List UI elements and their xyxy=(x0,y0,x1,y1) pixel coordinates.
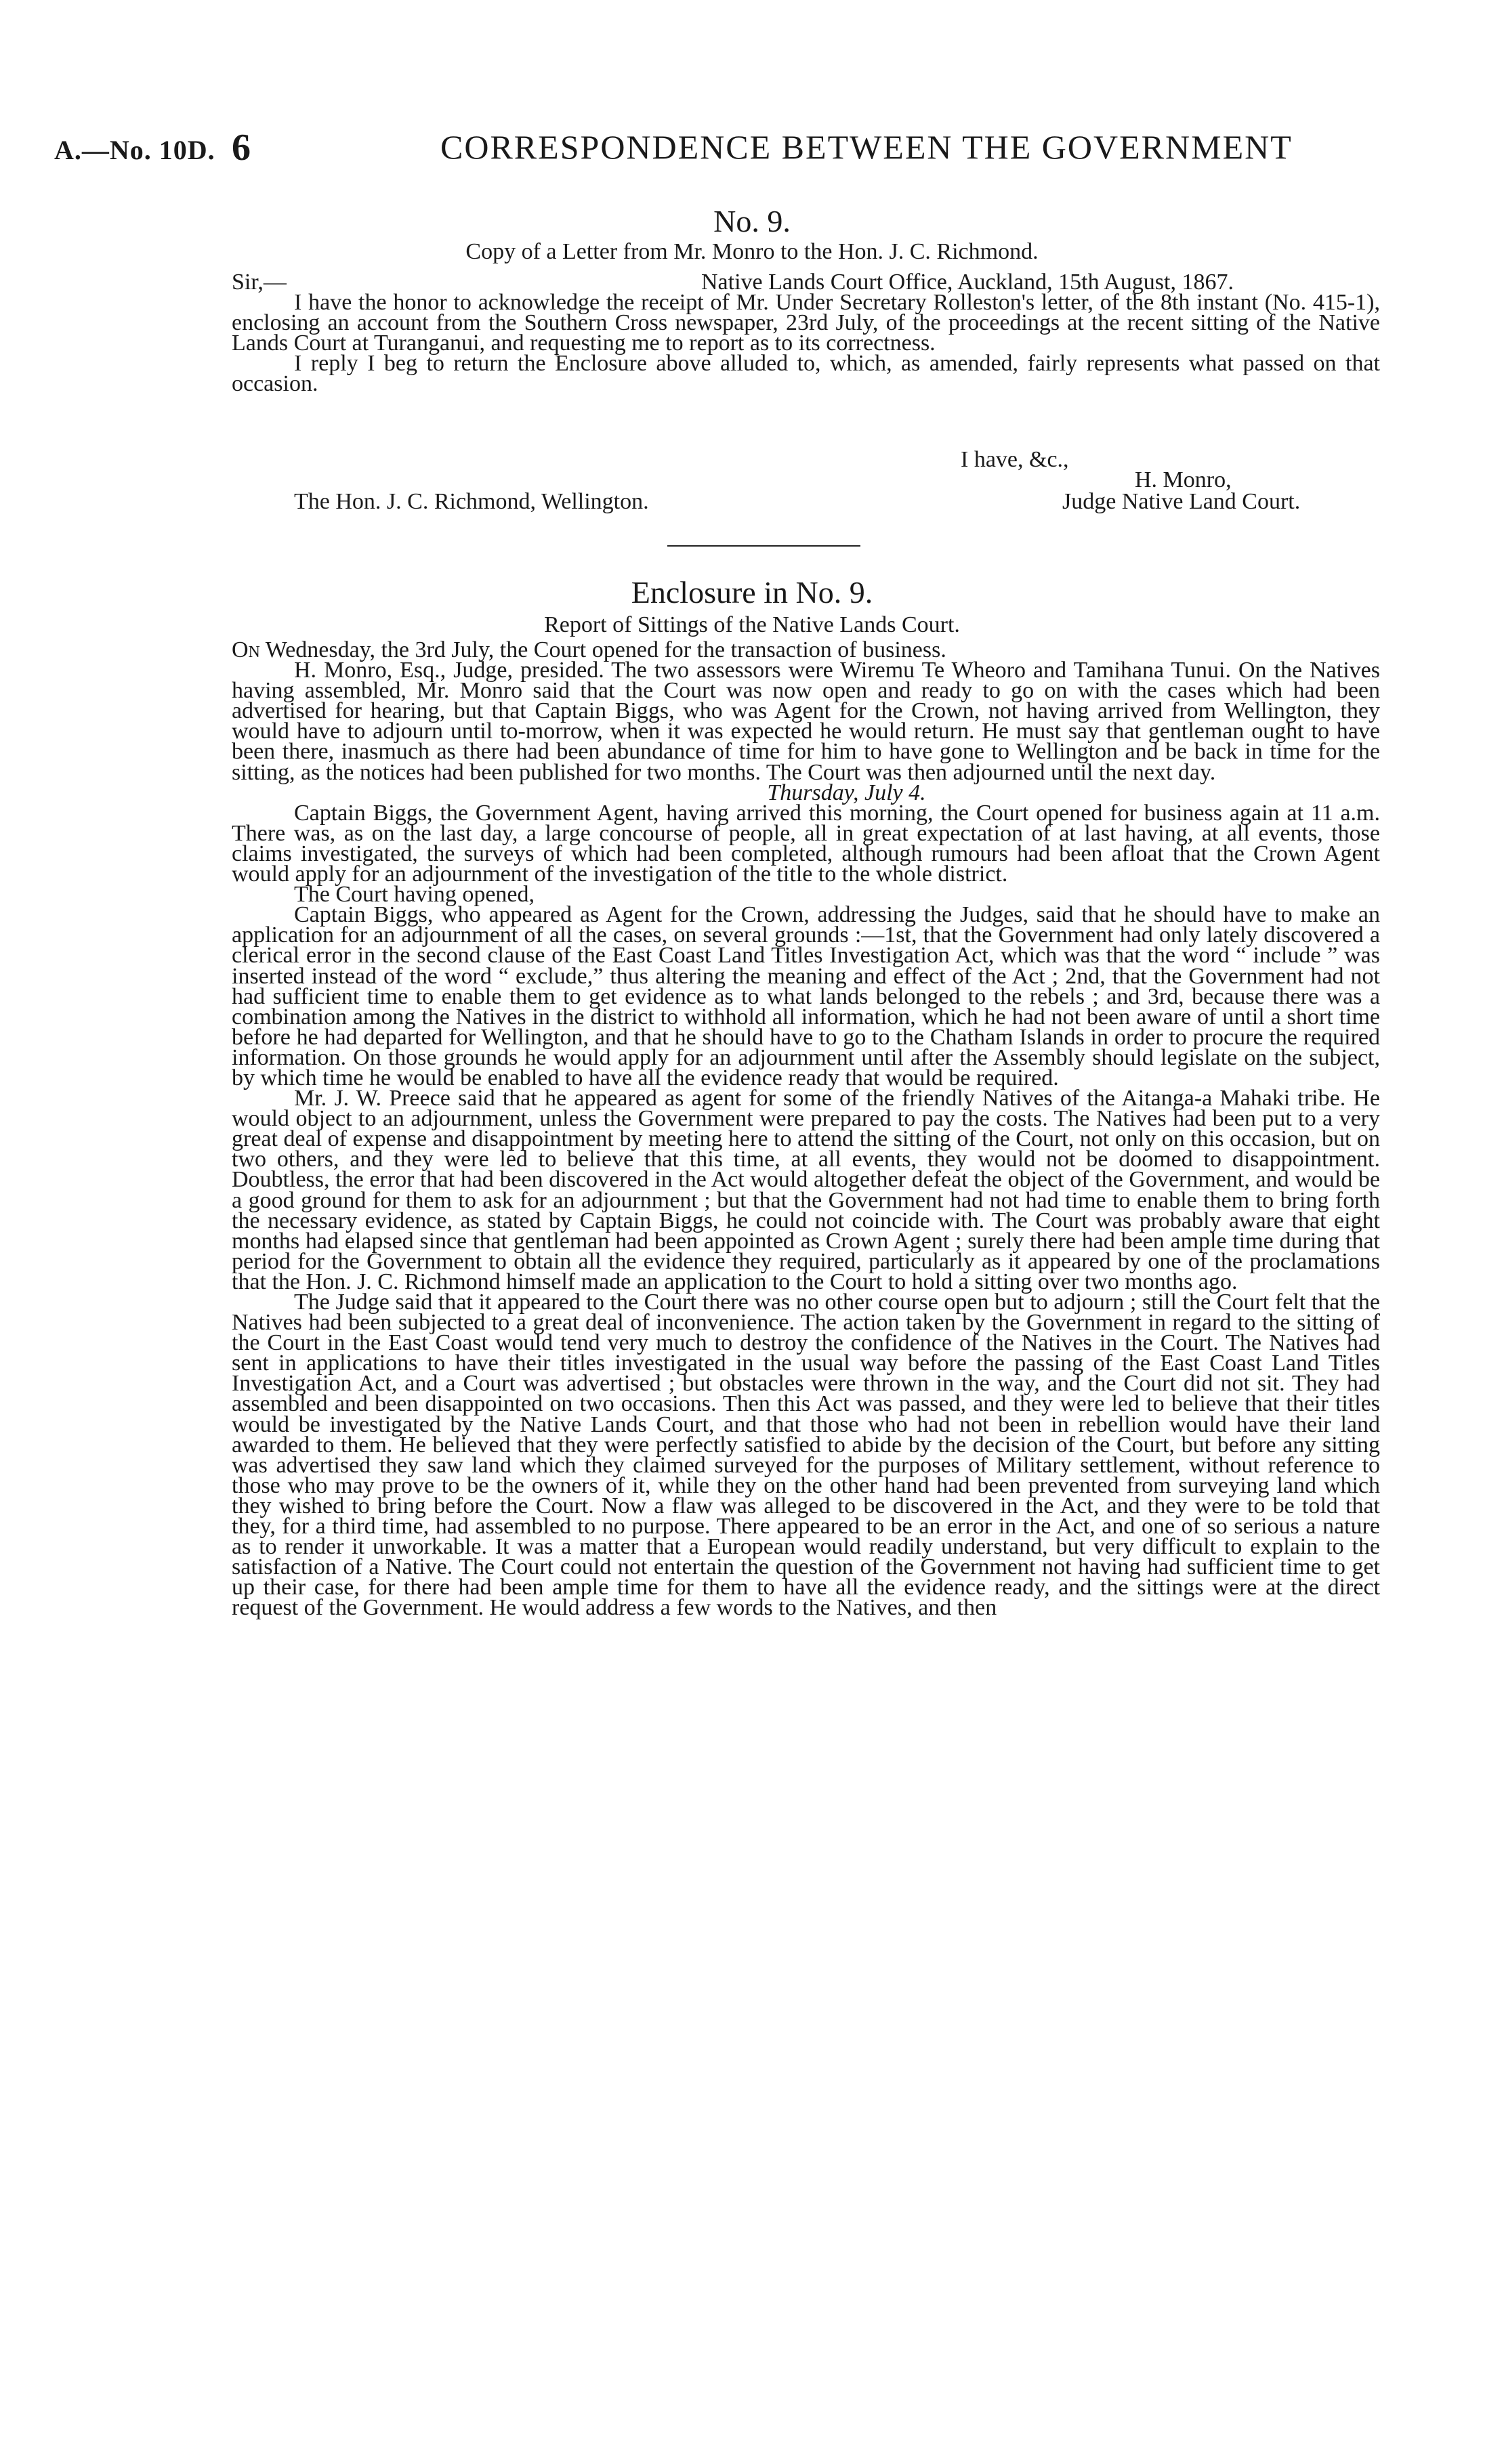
closing: I have, &c., xyxy=(961,447,1069,472)
running-title: CORRESPONDENCE BETWEEN THE GOVERNMENT xyxy=(440,128,1293,166)
enclosure-paragraph: Captain Biggs, the Government Agent, having arrived this morning, the Court opened for business again at 11 a.m. There was, as on the last day, a large concourse of people, all in great expectation of at last having, at all events, those claims investigated, the surveys of which had been completed, although rumours had been afloat that the Crown Agent would apply for an adjournment of the investigation of the title to the whole district. xyxy=(232,800,1380,887)
enclosure-paragraph: H. Monro, Esq., Judge, presided. The two assessors were Wiremu Te Wheoro and Tamihana Tunui. On the Natives having assembled, Mr. Monro said that the Court was now open and ready to go on with the cases which had been advertised for hearing, but that Captain Biggs, who was Agent for the Crown, not having arrived from Wellington, they would have to adjourn until to-morrow, when it was expected he would return. He must say that gentleman ought to have been there, inasmuch as there had been abundance of time for him to have gone to Wellington and be back in time for the sitting, as the notices had been published for two months. The Court was then adjourned until the next day. xyxy=(232,658,1380,785)
page-header xyxy=(54,127,1409,175)
enclosure-paragraph: Captain Biggs, who appeared as Agent for the Crown, addressing the Judges, said that he should have to make an application for an adjournment of all the cases, on several grounds :—1st, that the Government had only lately discovered a clerical error in the second clause of the East Coast Land Titles Investigation Act, which was that the word “ include ” was inserted instead of the word “ exclude,” thus altering the meaning and effect of the Act ; 2nd, that the Government had not had sufficient time to enable them to get evidence as to what lands belonged to the rebels ; and 3rd, because there was a combination among the Natives in the district to withhold all information, which he had not been aware of until a short time before he had departed for Wellington, and that he should have to go to the Chatham Islands in order to procure the required information. On those grounds he would apply for an adjournment until after the Assembly should legislate on the subject, by which time he would be enabled to have all the evidence ready that would be required. xyxy=(232,902,1380,1090)
letter-body xyxy=(232,290,1380,397)
enclosure-paragraph: The Judge said that it appeared to the Court there was no other course open but to adjourn ; still the Court felt that the Natives had been subjected to a great deal of inconvenience. The action taken by the Government in regard to the sitting of the Court in the East Coast would tend very much to destroy the confidence of the Natives in the Court. The Natives had sent in applications to have their titles investigated in the usual way before the passing of the East Coast Land Titles Investigation Act, and a Court was advertised ; but obstacles were thrown in the way, and the Court did not sit. They had assembled and been disappointed on two occasions. Then this Act was passed, and they were led to believe that their titles would be investigated by the Native Lands Court, and that those who had not been in rebellion would have their land awarded to them. He believed that they were perfectly satisfied to abide by the decision of the Court, but before any sitting was advertised they saw land which they claimed surveyed for the purposes of Military settlement, without reference to those who may prove to be the owners of it, while they on the other hand had been prevented from surveying land which they wished to bring before the Court. Now a flaw was alleged to be discovered in the Act, and they were to be told that they, for a third time, had assembled to no purpose. There appeared to be an error in the Act, and one of so serious a nature as to render it unworkable. It was a matter that a European would readily understand, but very difficult to explain to the satisfaction of a Native. The Court could not entertain the question of the Government not having had sufficient time to get up their case, for there had been ample time for them to have all the evidence ready, and the sittings were at the direct request of the Government. He would address a few words to the Natives, and then xyxy=(232,1290,1380,1621)
dateline: Thursday, July 4. xyxy=(767,780,926,805)
letter-paragraph: I have the honor to acknowledge the receipt of Mr. Under Secretary Rolleston's letter, of the 8th instant (No. 415-1), enclosing an account from the Southern Cross newspaper, 23rd July, of the proceedings at the recent sitting of the Native Lands Court at Turanganui, and requesting me to report as to its correctness. xyxy=(232,290,1380,356)
letter-caption: Copy of a Letter from Mr. Monro to the Hon. J. C. Richmond. xyxy=(465,239,1039,264)
enclosure-paragraph: Mr. J. W. Preece said that he appeared as agent for some of the friendly Natives of the Aitanga-a Mahaki tribe. He would object to an adjournment, unless the Government were prepared to pay the costs. The Natives had been put to a very great deal of expense and disappointment by meeting here to attend the sitting of the Court, not only on this occasion, but on two others, and they were led to believe that this time, at all events, they would not be doomed to disappointment. Doubtless, the error that had been discovered in the Act would altogether defeat the object of the Government, and would be a good ground for them to ask for an adjournment ; but that the Government had not had time to enable them to bring forth the necessary evidence, as stated by Captain Biggs, he could not coincide with. The Court was probably aware that eight months had elapsed since that gentleman had been appointed as Crown Agent ; surely there had been ample time during that period for the Government to obtain all the evidence they required, particularly as it appeared by one of the proclamations that the Hon. J. C. Richmond himself made an application to the Court to hold a sitting over two months ago. xyxy=(232,1086,1380,1294)
opening-word: On xyxy=(232,637,260,662)
enclosure-heading: Enclosure in No. 9. xyxy=(631,575,873,610)
enclosure-paragraph: On Wednesday, the 3rd July, the Court opened for the transaction of business. xyxy=(232,637,946,662)
document-reference: A.—No. 10D. xyxy=(54,135,215,165)
signer-title: Judge Native Land Court. xyxy=(1062,489,1301,514)
salutation: Sir,— xyxy=(232,270,287,295)
page-number: 6 xyxy=(232,127,251,169)
letter-number: No. 9. xyxy=(713,204,791,238)
addressee: The Hon. J. C. Richmond, Wellington. xyxy=(294,489,649,514)
section-divider xyxy=(667,545,860,547)
enclosure-paragraph: The Court having opened, xyxy=(294,882,535,908)
enclosure-body xyxy=(232,637,1380,1621)
place-date: Native Lands Court Office, Auckland, 15th August, 1867. xyxy=(701,270,1234,295)
letter-paragraph: I reply I beg to return the Enclosure above alluded to, which, as amended, fairly represents what passed on that occasion. xyxy=(232,351,1380,397)
signature: H. Monro, xyxy=(1135,467,1232,492)
enclosure-subheading: Report of Sittings of the Native Lands Court. xyxy=(544,612,960,637)
